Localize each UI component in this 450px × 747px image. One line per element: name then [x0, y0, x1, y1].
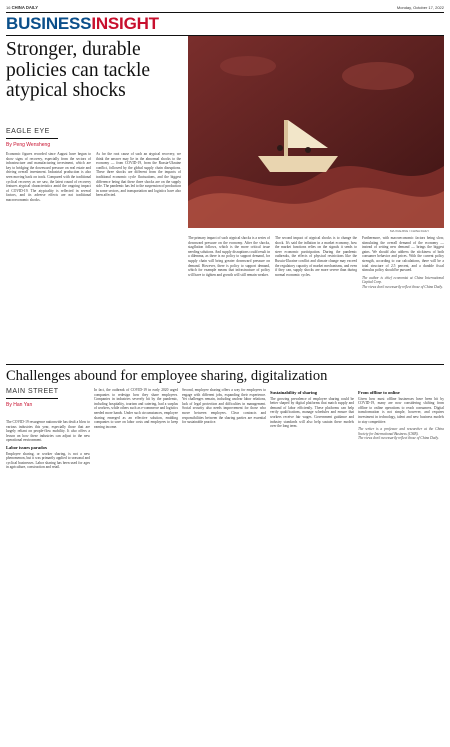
article2-subhead-2: Sustainability of sharing [270, 390, 318, 395]
article2-body-col4: Sustainability of sharing The growing prevalence of employee sharing could be better shaped by digital platforms that match supply and demand of labor efficiently. These platforms can help verify qualifications, manage schedules and ensure that workers receive fair wages. Government guidance and industry standards will also help sustain these models over the long term. [270, 390, 354, 429]
article1-body-col5: Furthermore, with macroeconomic factors being slow, stimulating the overall demand of the economy — instead of setting new demand — brings the biggest gains. We should also address the stickiness of both consumer behavior and prices. With the current policy strength, according to our calculations, there will be a total structure of 2.5 percent, and a durable fiscal stimulus policy should be pursued. The author is chief economist at China International Capital Corp. The views don't necessarily reflect those of China Daily. [362, 236, 444, 289]
article2-body-col5: From offline to online Given how most offline businesses have been hit by COVID-19, many are now considering shifting from offline to online operations to reach consumers. Digital transformation is not simple, however, and requires investment in technology, talent and new business models to stay competitive. The writer is a professor and researcher at the China Society for International Business (CSIB). The views don't necessarily reflect those of China Daily. [358, 390, 444, 441]
article1-byline: By Peng Wensheng [6, 142, 51, 148]
article-separator [6, 364, 444, 365]
article2-author-note: The writer is a professor and researcher at the China Society for International Business (CSIB). [358, 427, 444, 436]
page-number: 16 [6, 5, 11, 10]
article1-body-col2: As for the root cause of such an atypical recovery, we think the answer may lie in the abnormal shocks to the economy — from COVID-19, from the Russia-Ukraine conflict, followed by the global supply chain disruptions. These three shocks are different from the impacts of traditional economic cycle fluctuations, and the biggest difference being that these three shocks are on the supply side. The pandemic has led to the suspension of production in some sectors, and transportation and logistics have also been affected. [96, 152, 181, 198]
article1-disclaimer: The views don't necessarily reflect those of China Daily. [362, 284, 443, 289]
article1-body-col1: Economic figures recorded since August have begun to show signs of recovery, especially from the sectors of infrastructure and manufacturing investment, which are key to bridging the downward pressure on real estate and driving overall investment. Industrial production is also seen moving back on track. Compared with the traditional cyclical recovery as we saw, the latest round of recovery features atypical characteristics amid the ongoing impact of COVID-19. The atypicality is reflected in several factors, and its adverse effects are not traditional macroeconomic shocks. [6, 152, 91, 202]
article2-column-name: MAIN STREET [6, 388, 59, 395]
column-divider-2 [6, 398, 58, 399]
date-line: Monday, October 17, 2022 [396, 5, 444, 10]
page-header [6, 4, 444, 12]
section-title-insight: INSIGHT [91, 14, 159, 33]
illustration-graphic [188, 36, 444, 228]
article1-column-name: EAGLE EYE [6, 128, 50, 135]
illustration-image [188, 36, 444, 228]
article2-body-col2: In fact, the outbreak of COVID-19 in early 2020 urged companies to redesign how they share employees. Companies in industries severely hit by the pandemic, including hospitality, tourism and catering, had a surplus of workers, while others such as e-commerce and logistics needed more hands. Under such circumstances, employee sharing emerged as an effective solution, enabling companies to save on labor costs and employees to keep earning income. [94, 388, 178, 429]
section-title [6, 14, 159, 34]
article2-body-col1: The COVID-19 resurgence nationwide has dealt a blow to various industries this year, especially those that are largely reliant on people-flow mobility. It also offers a lesson on how these industries can adjust to the new operational environment. Labor issues paradox Employee sharing, or worker sharing, is not a new phenomenon, but it was primarily applied to seasonal and cyclical businesses. Labor sharing has been used for ages in agriculture, construction and retail. [6, 420, 90, 470]
article2-disclaimer: The views don't necessarily reflect those of China Daily. [358, 436, 439, 441]
article1-body-col3: The primary impact of such atypical shocks is a series of downward pressure on the economy. After the shocks, stagflation follows, which is the more critical issue needing solutions. And supply disruptions could result in a dilemma, as there is no policy to support demand, for supply chain will bring greater downward pressure on demand. However, there is policy to support demand, which for example means that infrastructure of policy will have to tighten and growth will still remain weaker. [188, 236, 270, 277]
paper-name: CHINA DAILY [11, 5, 39, 10]
article1-author-note: The author is chief economist at China International Capital Corp. [362, 275, 444, 285]
article2-body-col3: Second, employee sharing offers a way for employees to engage with different jobs, expanding their experience. Yet challenges remain, including unclear labor relations, lack of legal protection and difficulties in management. Social security also needs improvement for those who move between employers. Clear contracts and responsibilities between the sharing parties are essential for sustainable practice. [182, 388, 266, 425]
section-title-business: BUSINESS [6, 14, 92, 33]
column-divider [6, 138, 58, 139]
article2-byline: By Han Yan [6, 402, 33, 408]
image-credit: MA XUEJING / CHINA DAILY [390, 229, 430, 233]
article1-body-col4: The second impact of atypical shocks is to change the shock. It's said the inflation in a market economy, how the market functions relies on the signals it sends to steer economic participation. During the pandemic outbreaks, the effects of physical restrictions like the Russia-Ukraine conflict and climate change may exceed the regulatory capacity of market mechanisms, and even if they can, supply shocks are more severe than during normal economic cycles. [275, 236, 357, 277]
article2-sidebar [6, 388, 86, 408]
page-folio [6, 5, 38, 10]
article2-subhead-3: From offline to online [358, 390, 400, 395]
article2-subhead-1: Labor issues paradox [6, 444, 48, 450]
article1-headline: Stronger, durable policies can tackle atypical shocks [6, 39, 151, 101]
article2-headline: Challenges abound for employee sharing, digitalization [6, 368, 328, 384]
section-header [6, 12, 444, 36]
